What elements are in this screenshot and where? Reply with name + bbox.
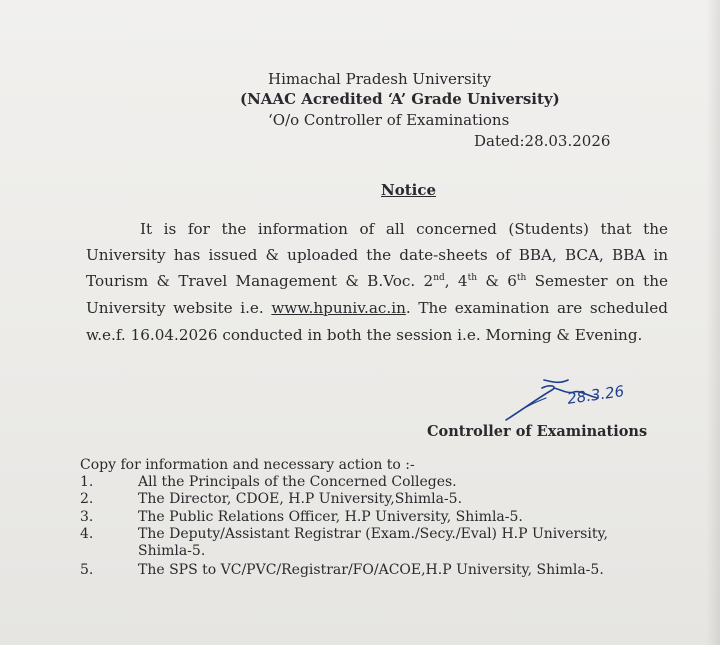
- line3-sup-nd: nd: [433, 273, 445, 283]
- website-link[interactable]: www.hpuniv.ac.in: [271, 299, 406, 317]
- copy-heading: Copy for information and necessary action to :-: [80, 457, 415, 473]
- copy-item-number: 5.: [80, 562, 94, 578]
- copy-item-text: All the Principals of the Concerned Colleges.: [138, 474, 457, 490]
- notice-body-line-1: It is for the information of all concerned (Students) that the: [140, 220, 668, 238]
- copy-item-number: 1.: [80, 474, 94, 490]
- copy-item-text: The Deputy/Assistant Registrar (Exam./Secy./Eval) H.P University,: [138, 526, 608, 542]
- notice-body-line-3: [86, 272, 668, 290]
- line3-text-a: Tourism & Travel Management & B.Voc. 2: [86, 272, 434, 290]
- notice-title: Notice: [381, 181, 437, 199]
- copy-item-number: 3.: [80, 509, 94, 525]
- copy-item-text: The Public Relations Officer, H.P University, Shimla-5.: [138, 509, 523, 525]
- copy-item-continuation: Shimla-5.: [138, 543, 206, 559]
- line3-sup-th-2: th: [516, 273, 527, 283]
- notice-body-line-5: w.e.f. 16.04.2026 conducted in both the session i.e. Morning & Evening.: [86, 326, 643, 344]
- copy-item-text: The Director, CDOE, H.P University,Shimla-5.: [138, 491, 463, 507]
- line3-text-d: Semester on the: [526, 272, 668, 290]
- notice-body-line-4: [86, 299, 668, 317]
- dated-line: Dated:28.03.2026: [474, 132, 611, 150]
- university-name: Himachal Pradesh University: [268, 70, 492, 88]
- line3-text-b: , 4: [444, 272, 468, 290]
- line3-text-c: & 6: [477, 272, 517, 290]
- copy-item-text: The SPS to VC/PVC/Registrar/FO/ACOE,H.P University, Shimla-5.: [138, 562, 604, 578]
- line3-sup-th-1: th: [467, 273, 478, 283]
- accreditation-line: (NAAC Acredited ‘A’ Grade University): [240, 90, 560, 108]
- line4-text-a: University website i.e.: [86, 299, 272, 317]
- office-line: ‘O/o Controller of Examinations: [268, 111, 510, 129]
- copy-item-number: 4.: [80, 526, 94, 542]
- controller-title: Controller of Examinations: [427, 423, 648, 440]
- copy-item-number: 2.: [80, 491, 94, 507]
- line4-text-b: . The examination are scheduled: [405, 299, 668, 317]
- paper-edge-shadow: [706, 0, 720, 645]
- notice-body-line-2: University has issued & uploaded the date-sheets of BBA, BCA, BBA in: [86, 246, 668, 264]
- signature-date: 28.3.26: [566, 382, 626, 408]
